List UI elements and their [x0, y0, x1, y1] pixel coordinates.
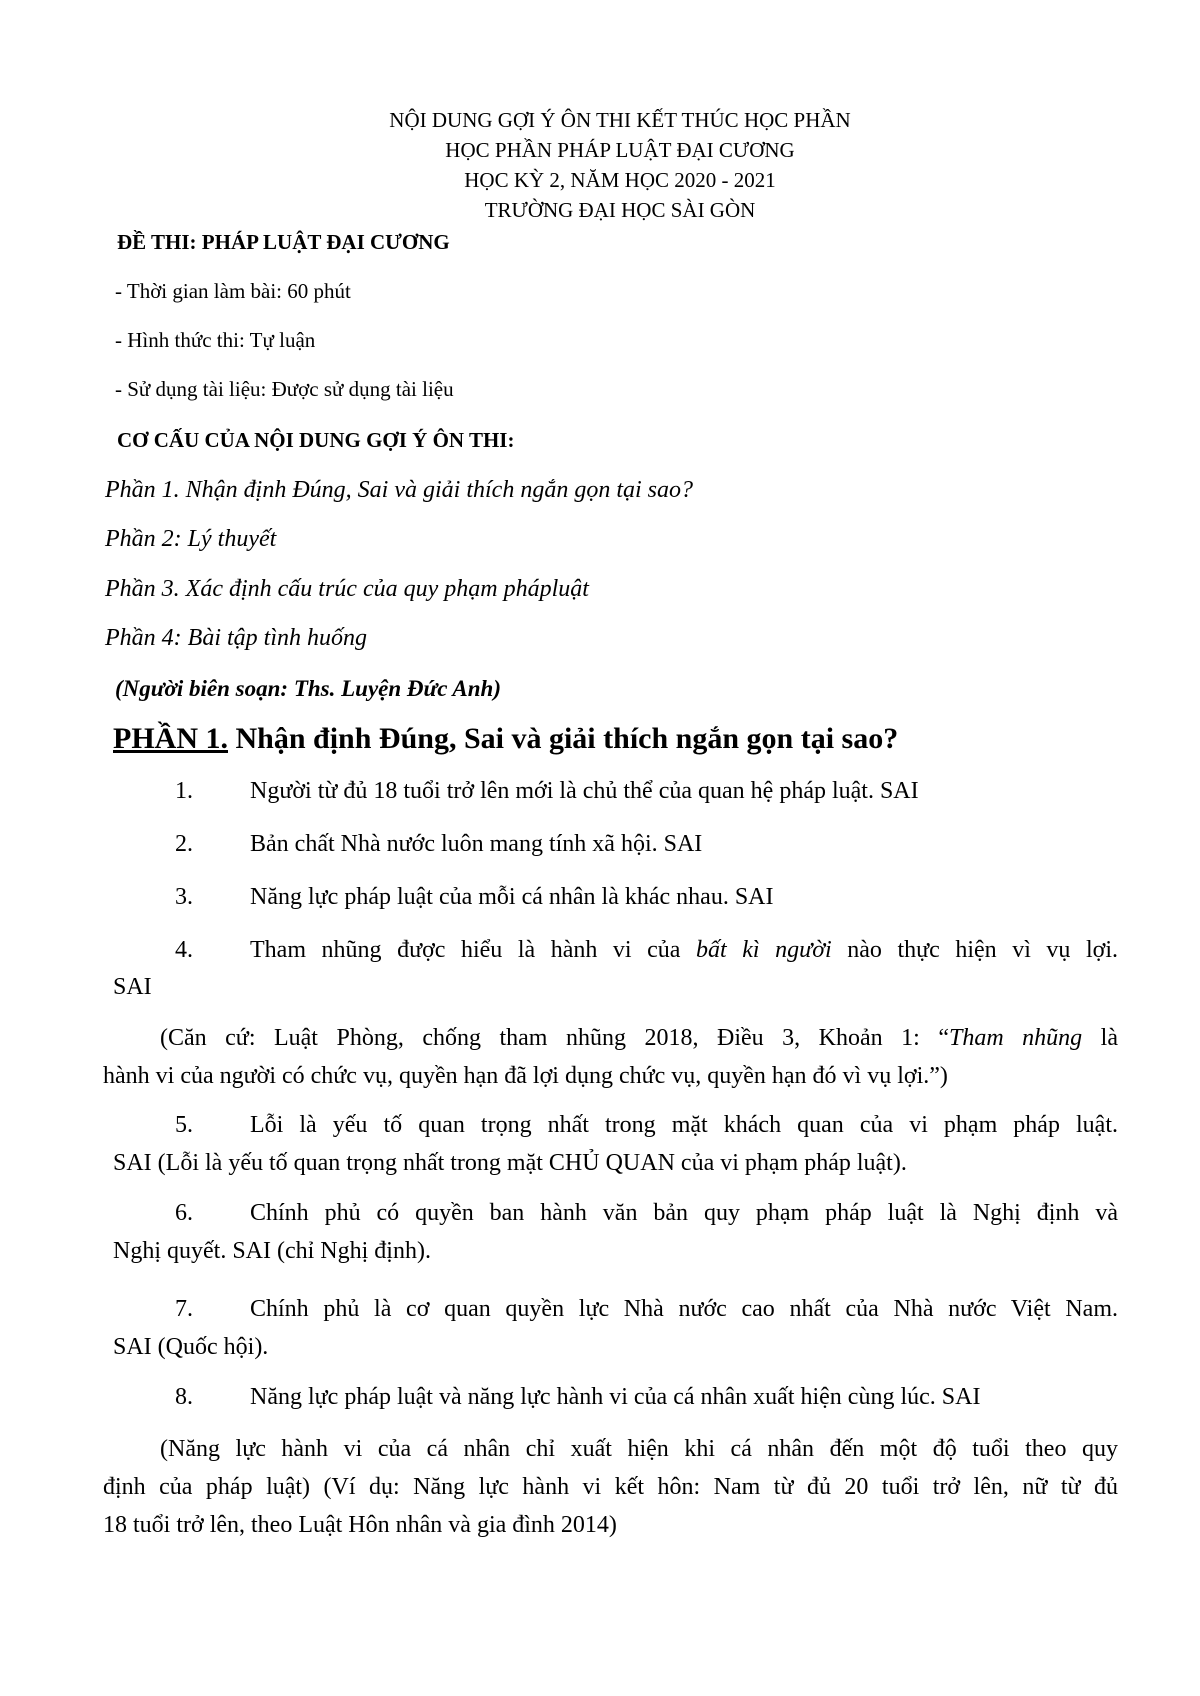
note-text-emphasis: Tham nhũng	[948, 1025, 1083, 1051]
exam-title: ĐỀ THI: PHÁP LUẬT ĐẠI CƯƠNG	[117, 230, 450, 254]
item-continuation: SAI	[113, 974, 152, 1000]
item-text-part: Tham nhũng được hiểu là hành vi của	[250, 937, 697, 963]
item-continuation: SAI (Lỗi là yếu tố quan trọng nhất trong mặt CHỦ QUAN của vi phạm pháp luật).	[113, 1150, 907, 1176]
exam-time: - Thời gian làm bài: 60 phút	[115, 279, 351, 303]
item-text: Chính phủ là cơ quan quyền lực Nhà nước cao nhất của Nhà nước Việt Nam.	[250, 1296, 1118, 1322]
exam-form: - Hình thức thi: Tự luận	[115, 328, 316, 352]
exam-material: - Sử dụng tài liệu: Được sử dụng tài liệu	[115, 377, 454, 401]
item-number: 6.	[175, 1200, 193, 1226]
note-item-8-line-1: (Năng lực hành vi của cá nhân chỉ xuất hiện khi cá nhân đến một độ tuổi theo quy	[160, 1436, 1118, 1462]
note-item-4-line-2: hành vi của người có chức vụ, quyền hạn đã lợi dụng chức vụ, quyền hạn đó vì vụ lợi.”)	[103, 1063, 948, 1089]
item-number: 4.	[175, 937, 193, 963]
item-number: 5.	[175, 1112, 193, 1138]
header-line-1: NỘI DUNG GỢI Ý ÔN THI KẾT THÚC HỌC PHẦN	[389, 108, 851, 132]
structure-part-1: Phần 1. Nhận định Đúng, Sai và giải thích ngắn gọn tại sao?	[105, 477, 693, 503]
item-text: Chính phủ có quyền ban hành văn bản quy phạm pháp luật là Nghị định và	[250, 1200, 1118, 1226]
item-number: 2.	[175, 831, 193, 857]
section-1-title	[113, 722, 898, 757]
item-text-part: nào thực hiện vì vụ lợi.	[831, 937, 1118, 963]
section-1-heading: Nhận định Đúng, Sai và giải thích ngắn gọn tại sao?	[228, 722, 899, 755]
header-line-2: HỌC PHẦN PHÁP LUẬT ĐẠI CƯƠNG	[445, 138, 795, 162]
item-number: 1.	[175, 778, 193, 804]
note-item-8-line-3: 18 tuổi trở lên, theo Luật Hôn nhân và gia đình 2014)	[103, 1512, 617, 1538]
item-number: 7.	[175, 1296, 193, 1322]
structure-part-4: Phần 4: Bài tập tình huống	[105, 625, 367, 651]
item-text-emphasis: bất kì người	[696, 937, 832, 963]
note-text-part: (Căn cứ: Luật Phòng, chống tham nhũng 2018, Điều 3, Khoản 1: “	[160, 1025, 949, 1051]
author-credit: (Người biên soạn: Ths. Luyện Đức Anh)	[115, 676, 501, 701]
item-number: 3.	[175, 884, 193, 910]
item-text: Bản chất Nhà nước luôn mang tính xã hội. SAI	[250, 831, 703, 857]
structure-heading: CƠ CẤU CỦA NỘI DUNG GỢI Ý ÔN THI:	[117, 428, 515, 452]
structure-part-3: Phần 3. Xác định cấu trúc của quy phạm phápluật	[105, 576, 589, 602]
item-text: Năng lực pháp luật của mỗi cá nhân là khác nhau. SAI	[250, 884, 774, 910]
item-text: Người từ đủ 18 tuổi trở lên mới là chủ thể của quan hệ pháp luật. SAI	[250, 778, 919, 804]
item-text	[250, 937, 1118, 965]
item-continuation: SAI (Quốc hội).	[113, 1334, 269, 1360]
item-continuation: Nghị quyết. SAI (chỉ Nghị định).	[113, 1238, 431, 1264]
item-text: Lỗi là yếu tố quan trọng nhất trong mặt khách quan của vi phạm pháp luật.	[250, 1112, 1118, 1138]
header-line-3: HỌC KỲ 2, NĂM HỌC 2020 - 2021	[464, 168, 776, 192]
header-line-4: TRƯỜNG ĐẠI HỌC SÀI GÒN	[484, 198, 756, 222]
note-item-8-line-2: định của pháp luật) (Ví dụ: Năng lực hành vi kết hôn: Nam từ đủ 20 tuổi trở lên, nữ từ đủ	[103, 1474, 1118, 1500]
item-text: Năng lực pháp luật và năng lực hành vi của cá nhân xuất hiện cùng lúc. SAI	[250, 1384, 981, 1410]
section-1-label: PHẦN 1.	[113, 722, 228, 755]
structure-part-2: Phần 2: Lý thuyết	[105, 526, 277, 552]
note-item-4-line-1	[160, 1025, 1118, 1052]
note-text-part: là	[1082, 1025, 1118, 1051]
item-number: 8.	[175, 1384, 193, 1410]
